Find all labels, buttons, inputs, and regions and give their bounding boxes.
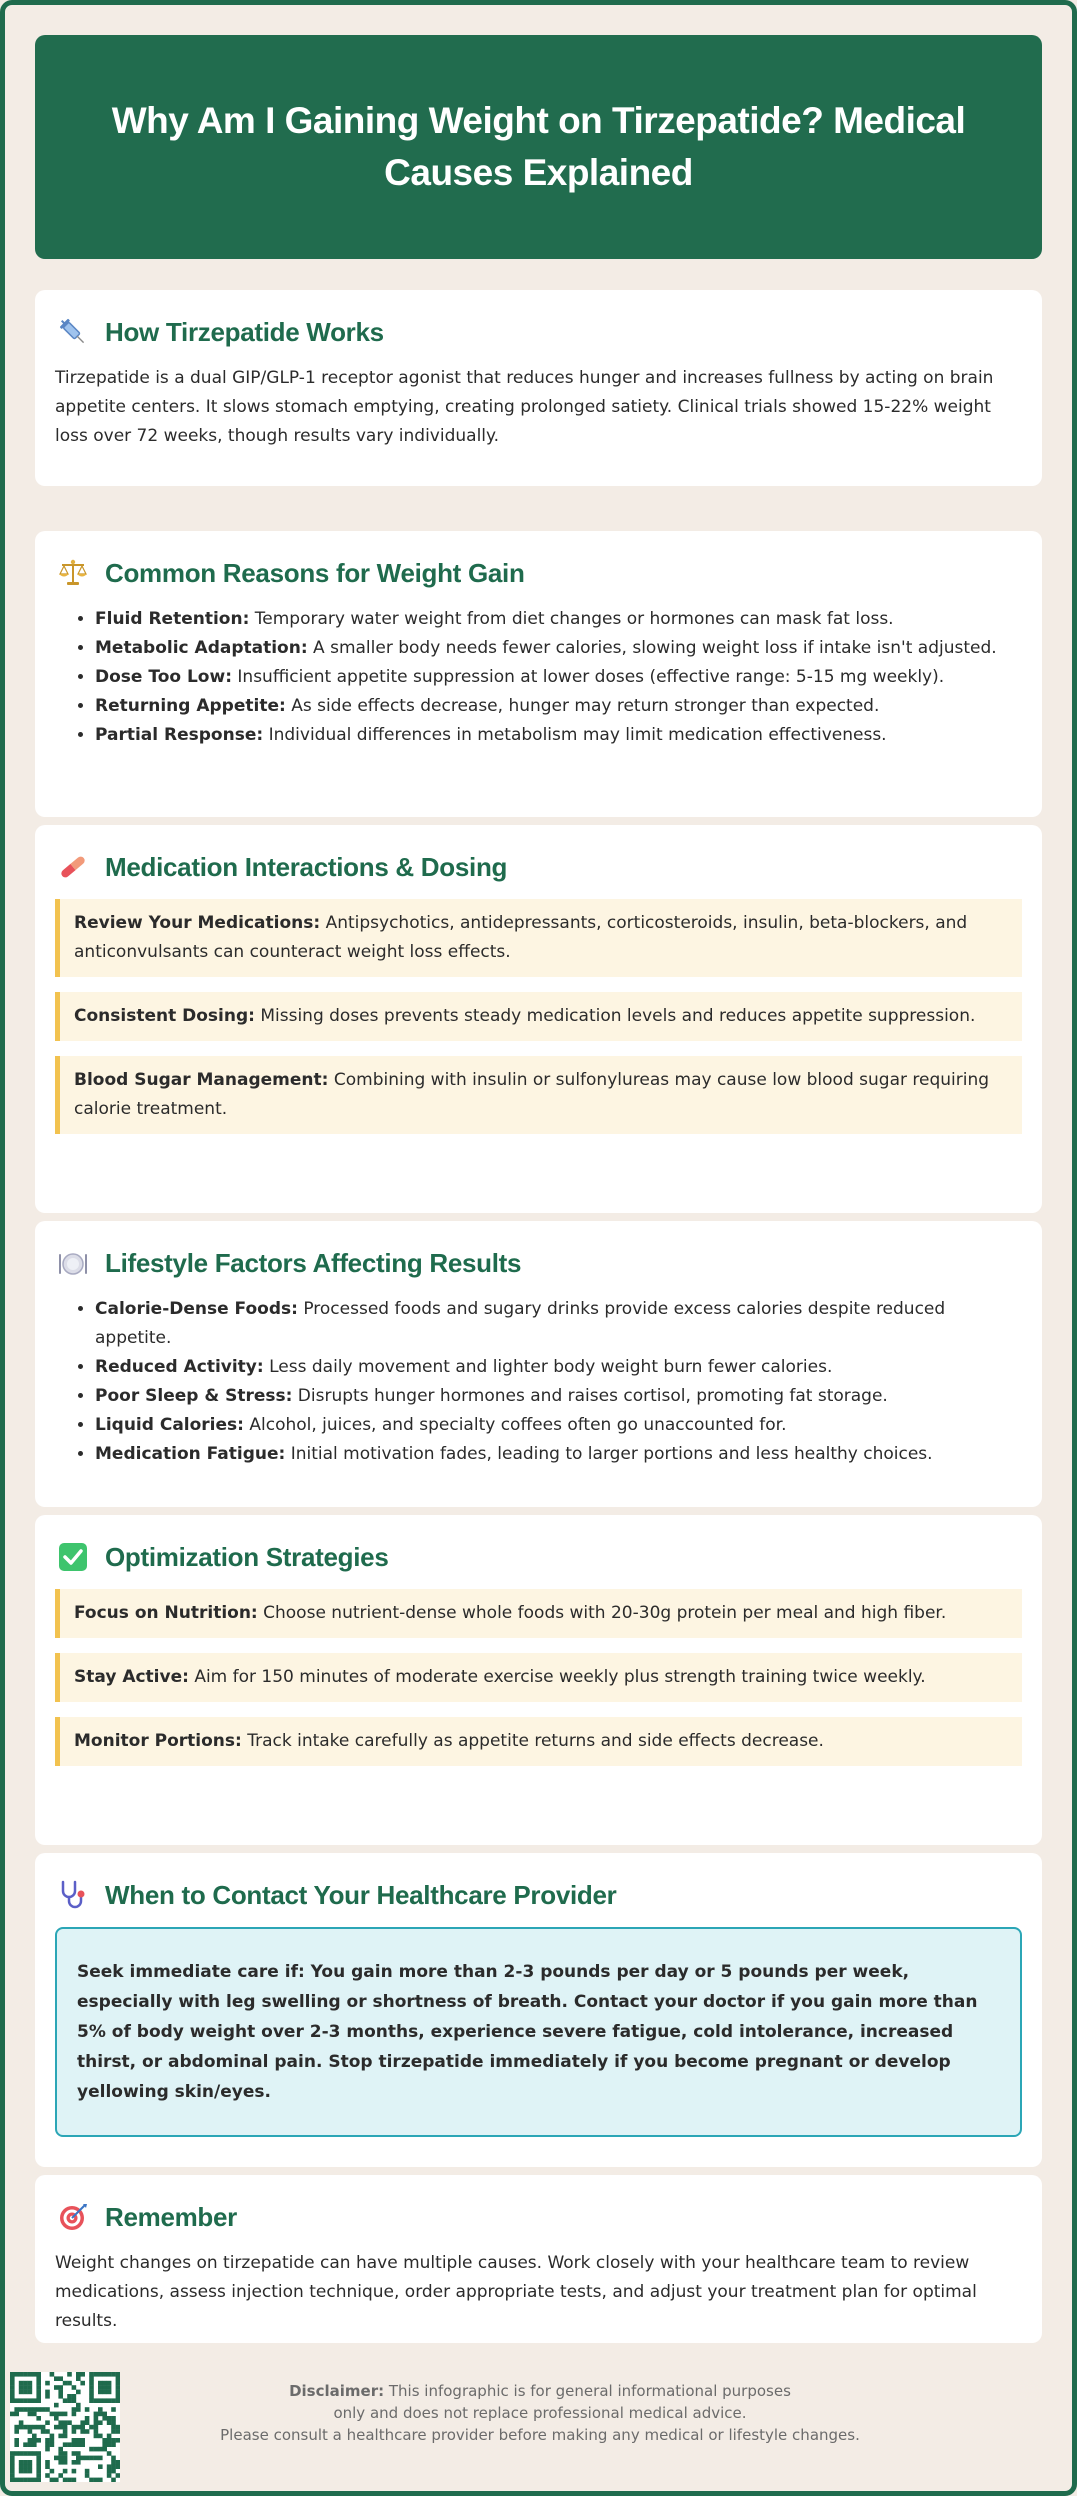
section-contact-provider	[35, 1853, 1042, 2167]
callout-term: Stay Active:	[74, 1667, 189, 1687]
disclaimer	[200, 2380, 880, 2446]
section-header	[55, 2199, 1022, 2235]
item-term: Poor Sleep & Stress:	[95, 1386, 293, 1406]
qr-code-icon[interactable]	[10, 2372, 120, 2482]
callout-term: Monitor Portions:	[74, 1731, 242, 1751]
footer	[0, 2344, 1077, 2484]
pill-icon	[55, 849, 91, 885]
callout-blood-sugar	[55, 1056, 1022, 1134]
item-desc: As side effects decrease, hunger may return stronger than expected.	[285, 696, 880, 716]
item-desc: Less daily movement and lighter body weight burn fewer calories.	[263, 1357, 833, 1377]
item-desc: Temporary water weight from diet changes or hormones can mask fat loss.	[249, 609, 894, 629]
infographic	[35, 35, 1042, 2331]
disclaimer-line-2: only and does not replace professional medical advice.	[333, 2404, 747, 2422]
callout-review-medications	[55, 899, 1022, 977]
disclaimer-text: This infographic is for general informational purposes	[384, 2382, 791, 2400]
section-header	[55, 1245, 1022, 1281]
list-item	[95, 1295, 1022, 1353]
warning-alert: Seek immediate care if: You gain more than 2-3 pounds per day or 5 pounds per week, especially with leg swelling or shortness of breath. Contact your doctor if you gain more than 5% of body weight over 2-3 months, experience severe fatigue, cold intolerance, increased thirst, or abdominal pain. Stop tirzepatide immediately if you become pregnant or develop yellowing skin/eyes.	[55, 1927, 1022, 2137]
section-lifestyle-factors	[35, 1221, 1042, 1507]
list-item	[95, 1353, 1022, 1382]
list-item	[95, 1440, 1022, 1469]
section-header	[55, 555, 1022, 591]
callout-focus-nutrition	[55, 1589, 1022, 1638]
section-remember	[35, 2175, 1042, 2343]
list-item	[95, 605, 1022, 634]
list-item	[95, 692, 1022, 721]
item-desc: Insufficient appetite suppression at lower doses (effective range: 5-15 mg weekly).	[232, 667, 945, 687]
callout-term: Review Your Medications:	[74, 913, 321, 933]
section-how-it-works	[35, 290, 1042, 486]
item-term: Metabolic Adaptation:	[95, 638, 308, 658]
callout-term: Focus on Nutrition:	[74, 1603, 258, 1623]
section-title: Lifestyle Factors Affecting Results	[105, 1247, 522, 1278]
section-header	[55, 1877, 1022, 1913]
callout-term: Blood Sugar Management:	[74, 1070, 329, 1090]
list-item	[95, 634, 1022, 663]
section-common-reasons	[35, 531, 1042, 817]
item-term: Liquid Calories:	[95, 1415, 244, 1435]
list-item	[95, 1382, 1022, 1411]
section-title: Optimization Strategies	[105, 1541, 389, 1572]
section-title: How Tirzepatide Works	[105, 316, 384, 347]
plate-cutlery-icon	[55, 1245, 91, 1281]
list-item	[95, 721, 1022, 750]
item-desc: Alcohol, juices, and specialty coffees often go unaccounted for.	[243, 1415, 787, 1435]
callout-consistent-dosing	[55, 992, 1022, 1041]
item-term: Dose Too Low:	[95, 667, 232, 687]
disclaimer-line-1	[200, 2380, 880, 2402]
item-term: Partial Response:	[95, 725, 264, 745]
item-desc: Initial motivation fades, leading to larger portions and less healthy choices.	[285, 1444, 933, 1464]
page-title: Why Am I Gaining Weight on Tirzepatide? Medical Causes Explained	[111, 100, 966, 193]
callout-desc: Aim for 150 minutes of moderate exercise weekly plus strength training twice weekly.	[188, 1667, 926, 1687]
item-desc: Individual differences in metabolism may limit medication effectiveness.	[263, 725, 887, 745]
item-term: Reduced Activity:	[95, 1357, 264, 1377]
item-term: Medication Fatigue:	[95, 1444, 286, 1464]
callout-desc: Missing doses prevents steady medication levels and reduces appetite suppression.	[254, 1006, 976, 1026]
list-item	[95, 1411, 1022, 1440]
callout-stay-active	[55, 1653, 1022, 1702]
stethoscope-icon	[55, 1877, 91, 1913]
disclaimer-label: Disclaimer:	[289, 2382, 385, 2400]
check-mark-icon	[55, 1539, 91, 1575]
callout-monitor-portions	[55, 1717, 1022, 1766]
section-optimization-strategies	[35, 1515, 1042, 1845]
item-desc: Disrupts hunger hormones and raises cortisol, promoting fat storage.	[292, 1386, 888, 1406]
callout-desc: Antipsychotics, antidepressants, corticosteroids, insulin, beta-blockers, and anticonvulsants can counteract weight loss effects.	[74, 913, 968, 962]
callout-desc: Choose nutrient-dense whole foods with 20-30g protein per meal and high fiber.	[257, 1603, 947, 1623]
list-item	[95, 663, 1022, 692]
section-title: When to Contact Your Healthcare Provider	[105, 1879, 617, 1910]
section-title: Medication Interactions & Dosing	[105, 851, 508, 882]
disclaimer-line-3: Please consult a healthcare provider before making any medical or lifestyle changes.	[220, 2426, 860, 2444]
callout-desc: Track intake carefully as appetite returns and side effects decrease.	[241, 1731, 824, 1751]
page-header	[35, 35, 1042, 259]
section-header	[55, 1539, 1022, 1575]
section-header	[55, 849, 1022, 885]
target-icon	[55, 2199, 91, 2235]
section-title: Remember	[105, 2201, 237, 2232]
item-term: Fluid Retention:	[95, 609, 250, 629]
section-title: Common Reasons for Weight Gain	[105, 557, 525, 588]
section-medication-interactions	[35, 825, 1042, 1213]
item-desc: A smaller body needs fewer calories, slowing weight loss if intake isn't adjusted.	[307, 638, 997, 658]
reasons-list	[55, 605, 1022, 750]
callout-desc: Combining with insulin or sulfonylureas may cause low blood sugar requiring calorie treatment.	[74, 1070, 990, 1119]
item-term: Calorie-Dense Foods:	[95, 1299, 298, 1319]
syringe-icon	[55, 314, 91, 350]
section-text: Tirzepatide is a dual GIP/GLP-1 receptor agonist that reduces hunger and increases fullness by acting on brain appetite centers. It slows stomach emptying, creating prolonged satiety. Clinical trials showed 15-22% weight loss over 72 weeks, though results vary individually.	[55, 368, 994, 446]
item-term: Returning Appetite:	[95, 696, 286, 716]
section-text: Weight changes on tirzepatide can have multiple causes. Work closely with your healthcare team to review medications, assess injection technique, order appropriate tests, and adjust your treatment plan for optimal results.	[55, 2253, 977, 2331]
balance-scale-icon	[55, 555, 91, 591]
callout-term: Consistent Dosing:	[74, 1006, 255, 1026]
item-desc: Processed foods and sugary drinks provide excess calories despite reduced appetite.	[95, 1299, 946, 1348]
section-header	[55, 314, 1022, 350]
lifestyle-list	[55, 1295, 1022, 1469]
